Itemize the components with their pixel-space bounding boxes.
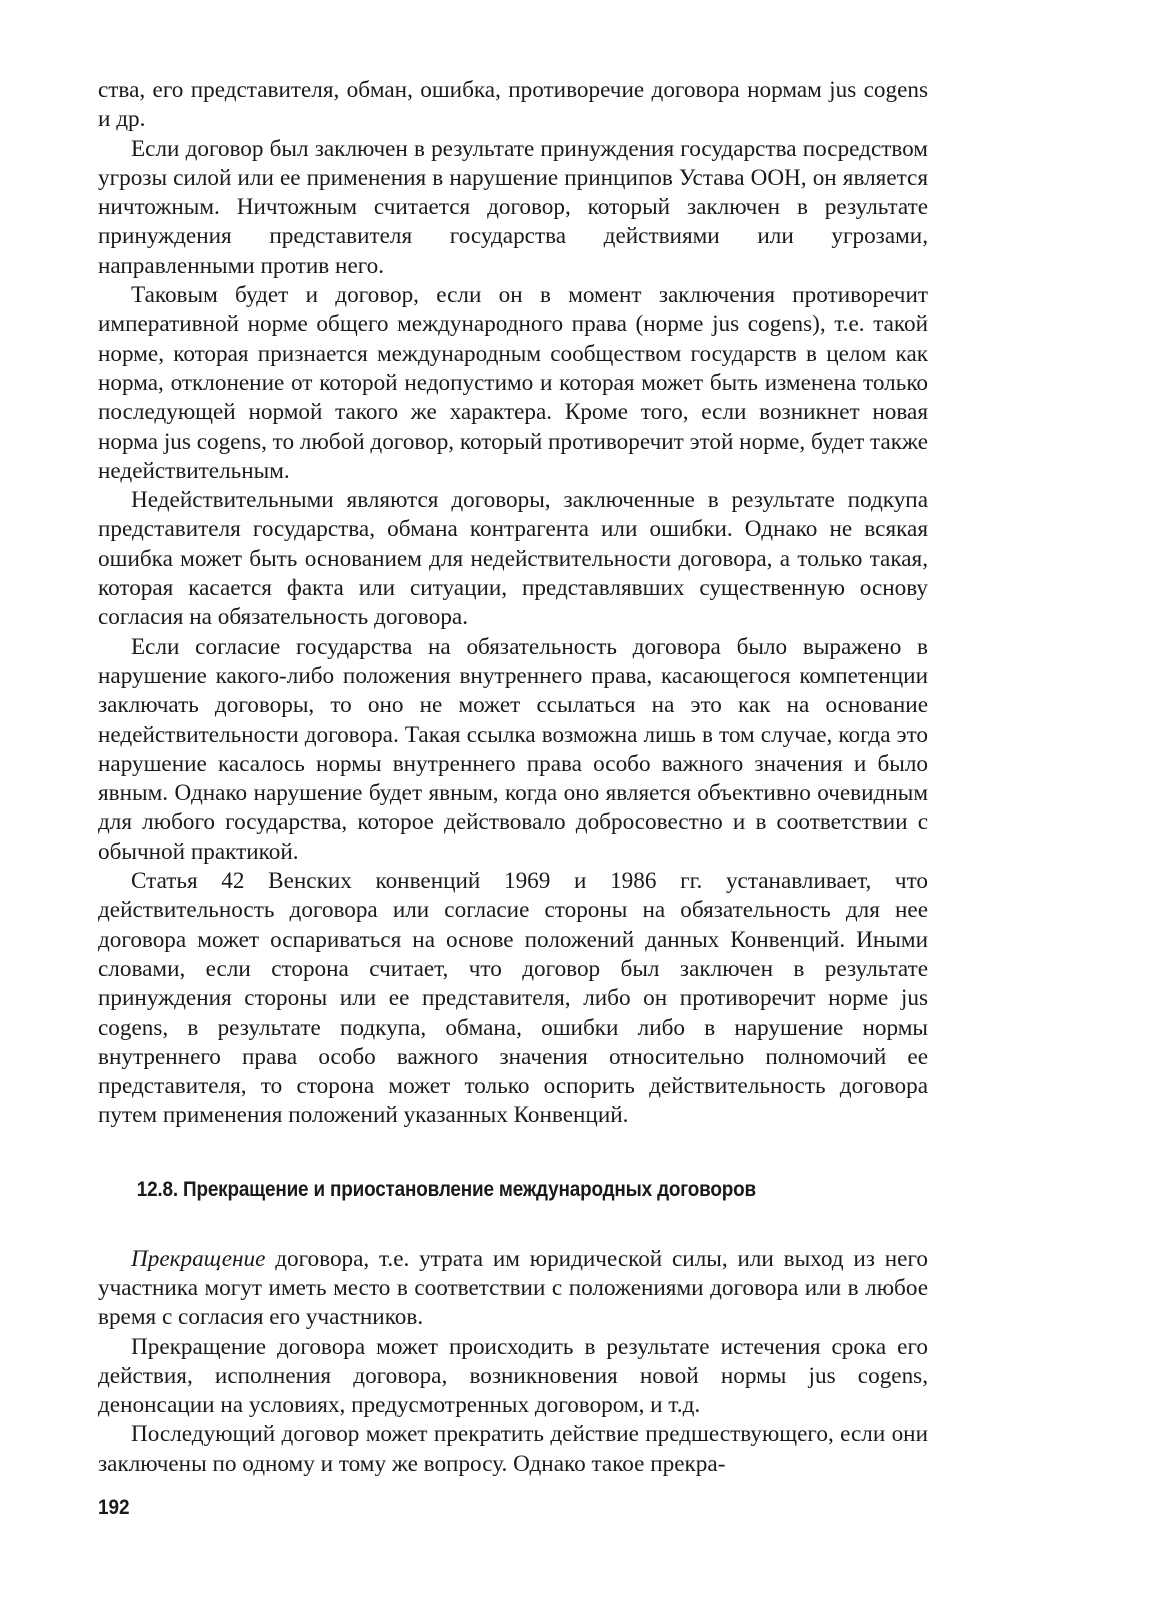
page-number: 192 (98, 1496, 130, 1519)
paragraph-text: договора, т.е. утрата им юридической силы, или выход из него участника могут иметь место в соответствии с положениями договора или в любое время с согласия его участников. (98, 1245, 928, 1331)
paragraph: Таковым будет и договор, если он в момент заключения противоречит императивной норме общего международного права (норме jus cogens), т.е. такой норме, которая признается международным сообществом государств в целом как норма, отклонение от которой недопустимо и которая может быть изменена только последующей нормой такого же характера. Кроме того, если возникнет новая норма jus cogens, то любой договор, который противоречит этой норме, будет также недействительным. (98, 282, 929, 484)
paragraph: Если согласие государства на обязательность договора было выражено в нарушение какого-либо положения внутреннего права, касающегося компетенции заключать договоры, то оно не может ссылаться на это как на основание недействительности договора. Такая ссылка возможна лишь в том случае, когда это нарушение касалось нормы внутреннего права особо важного значения и было явным. Однако нарушение будет явным, когда оно является объективно очевидным для любого государства, которое действовало добросовестно и в соответствии с обычной практикой. (98, 633, 928, 865)
paragraph: Последующий договор может прекратить действие предшествующего, если они заключены по одному и тому же вопросу. Однако такое прекра- (98, 1421, 928, 1477)
section-title: Прекращение и приостановление международных договоров (183, 1176, 756, 1201)
paragraph: Прекращение договора может происходить в результате истечения срока его действия, исполнения договора, возникновения новой нормы jus cogens, денонсации на условиях, предусмотренных договором, и т.д. (98, 1333, 928, 1419)
section-heading (98, 1175, 828, 1203)
paragraph: Недействительными являются договоры, заключенные в результате подкупа представителя государства, обмана контрагента или ошибки. Однако не всякая ошибка может быть основанием для недействительности договора, а только такая, которая касается факта или ситуации, представлявших существенную основу согласия на обязательность договора. (98, 487, 928, 631)
paragraph-continuation: ства, его представителя, обман, ошибка, противоречие договора нормам jus cogens и др. (98, 77, 928, 133)
paragraph: Статья 42 Венских конвенций 1969 и 1986 гг. устанавливает, что действительность договора или согласие стороны на обязательность для нее договора может оспариваться на основе положений данных Конвенций. Иными словами, если сторона считает, что договор был заключен в результате принуждения стороны или ее представителя, либо он противоречит норме jus cogens, в результате подкупа, обмана, ошибки либо в нарушение нормы внутреннего права особо важного значения относительно полномочий ее представителя, то сторона может только оспорить действительность договора путем применения положений указанных Конвенций. (98, 868, 928, 1129)
paragraph (98, 1245, 928, 1333)
section-number: 12.8. (136, 1176, 178, 1201)
italic-term: Прекращение (131, 1245, 266, 1272)
page-text (98, 76, 928, 1479)
paragraph: Если договор был заключен в результате принуждения государства посредством угрозы силой или ее применения в нарушение принципов Устава ООН, он является ничтожным. Ничтожным считается договор, который заключен в результате принуждения представителя государства действиями или угрозами, направленными против него. (98, 135, 928, 279)
